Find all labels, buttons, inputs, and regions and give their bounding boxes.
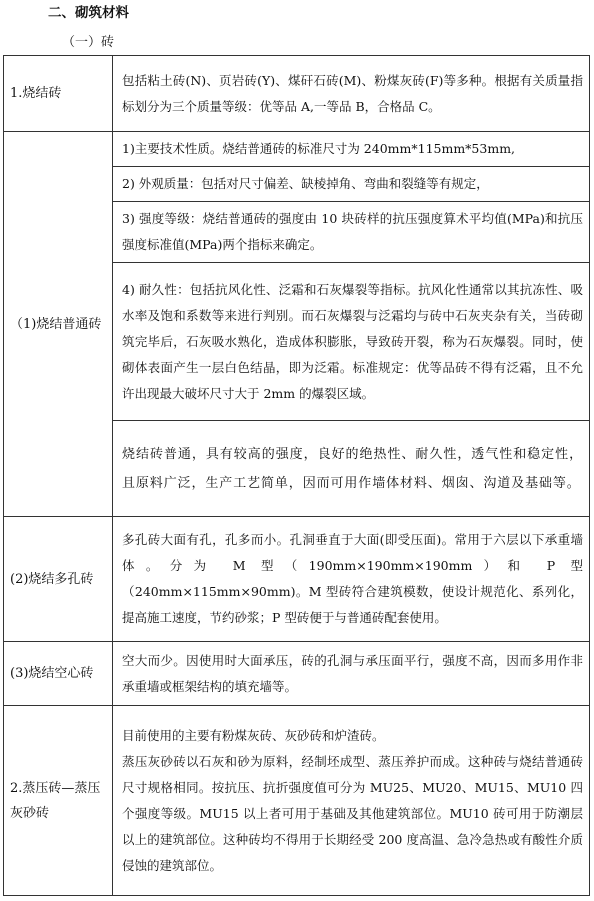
row-text-fired-brick: 包括粘土砖(N)、页岩砖(Y)、煤矸石砖(M)、粉煤灰砖(F)等多种。根据有关质量指标划分为三个质量等级：优等品 A,一等品 B，合格品 C。 (113, 56, 590, 132)
subsection-title: （一）砖 (62, 35, 115, 50)
common-brick-appearance: 2) 外观质量：包括对尺寸偏差、缺棱掉角、弯曲和裂缝等有规定， (113, 167, 590, 202)
table-row (4, 56, 590, 132)
table-row (4, 642, 590, 706)
autoclaved-intro: 目前使用的主要有粉煤灰砖、灰砂砖和炉渣砖。 (122, 727, 385, 743)
row-text-porous-brick: 多孔砖大面有孔，孔多而小。孔洞垂直于大面(即受压面)。常用于六层以下承重墙体。分为 M 型（190mm×190mm×190mm）和 P 型（240mm×115mm×90mm)。M 型砖符合建筑模数，使设计规范化、系列化，提高施工速度，节约砂浆；P 型砖便于与普通砖配套使用。 (113, 517, 590, 642)
row-label-hollow-brick: (3)烧结空心砖 (4, 642, 113, 706)
row-text-autoclaved-brick (113, 706, 590, 896)
autoclaved-detail: 蒸压灰砂砖以石灰和砂为原料，经制坯成型、蒸压养护而成。这种砖与烧结普通砖尺寸规格相同。按抗压、抗折强度值可分为 MU25、MU20、MU15、MU10 四个强度等级。MU15 以上者可用于基础及其他建筑部位。MU10 砖可用于防潮层以上的建筑部位。这种砖均不得用于长期经受 200 度高温、急冷急热或有酸性介质侵蚀的建筑部位。 (122, 753, 583, 873)
table-row (4, 706, 590, 896)
row-text-hollow-brick: 空大而少。因使用时大面承压，砖的孔洞与承压面平行，强度不高，因而多用作非承重墙或框架结构的填充墙等。 (113, 642, 590, 706)
common-brick-strength: 3) 强度等级：烧结普通砖的强度由 10 块砖样的抗压强度算术平均值(MPa)和抗压强度标准值(MPa)两个指标来确定。 (113, 202, 590, 263)
row-label-porous-brick: (2)烧结多孔砖 (4, 517, 113, 642)
common-brick-summary: 烧结砖普通，具有较高的强度，良好的绝热性、耐久性，透气性和稳定性，且原料广泛，生产工艺简单，因而可用作墙体材料、烟囱、沟道及基础等。 (113, 421, 590, 517)
table-row (4, 517, 590, 642)
row-label-fired-brick: 1.烧结砖 (4, 56, 113, 132)
common-brick-durability: 4) 耐久性：包括抗风化性、泛霜和石灰爆裂等指标。抗风化性通常以其抗冻性、吸水率及饱和系数等来进行判别。而石灰爆裂与泛霜均与砖中石灰夹杂有关，当砖砌筑完毕后，石灰吸水熟化，造成体积膨胀，导致砖开裂，称为石灰爆裂。同时，使砌体表面产生一层白色结晶，即为泛霜。标准规定：优等品砖不得有泛霜，且不允许出现最大破坏尺寸大于 2mm 的爆裂区域。 (113, 263, 590, 421)
row-label-common-brick: （1)烧结普通砖 (4, 132, 113, 517)
common-brick-spec: 1)主要技术性质。烧结普通砖的标准尺寸为 240mm*115mm*53mm, (113, 132, 590, 167)
table-row (4, 132, 590, 167)
row-label-autoclaved-brick: 2.蒸压砖—蒸压灰砂砖 (4, 706, 113, 896)
section-title: 二、砌筑材料 (48, 5, 129, 21)
brick-table (3, 55, 590, 896)
